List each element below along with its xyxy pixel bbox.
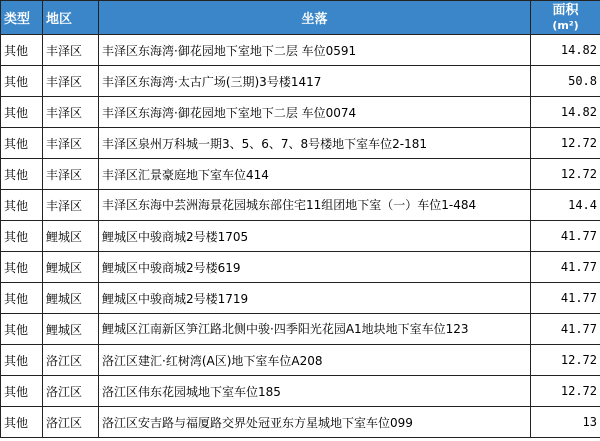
cell-type: 其他 (1, 314, 43, 345)
cell-area: 12.72 (531, 159, 600, 190)
cell-location: 鲤城区中骏商城2号楼619 (99, 252, 531, 283)
cell-district: 丰泽区 (43, 66, 99, 97)
cell-district: 丰泽区 (43, 159, 99, 190)
cell-location: 丰泽区东海中芸洲海景花园城东部住宅11组团地下室（一）车位1-484 (99, 190, 531, 221)
table-row (1, 66, 600, 97)
cell-area: 50.8 (531, 66, 600, 97)
cell-area: 41.77 (531, 221, 600, 252)
table-row (1, 35, 600, 66)
table-row (1, 159, 600, 190)
table-row (1, 314, 600, 345)
header-location: 坐落 (99, 1, 531, 35)
cell-district: 丰泽区 (43, 190, 99, 221)
table-row (1, 190, 600, 221)
cell-location: 鲤城区中骏商城2号楼1705 (99, 221, 531, 252)
cell-area: 12.72 (531, 345, 600, 376)
cell-location: 洛江区伟东花园城地下室车位185 (99, 376, 531, 407)
header-area-label: 面积 (552, 2, 579, 18)
cell-type: 其他 (1, 128, 43, 159)
cell-district: 洛江区 (43, 407, 99, 438)
cell-area: 41.77 (531, 283, 600, 314)
cell-location: 鲤城区中骏商城2号楼1719 (99, 283, 531, 314)
cell-area: 41.77 (531, 314, 600, 345)
cell-type: 其他 (1, 345, 43, 376)
header-area-unit: (m²) (552, 18, 579, 32)
cell-district: 洛江区 (43, 345, 99, 376)
cell-district: 鲤城区 (43, 283, 99, 314)
header-type: 类型 (1, 1, 43, 35)
cell-area: 12.72 (531, 128, 600, 159)
cell-location: 洛江区建汇·红树湾(A区)地下室车位A208 (99, 345, 531, 376)
cell-area: 14.82 (531, 97, 600, 128)
cell-area: 14.82 (531, 35, 600, 66)
header-row (1, 1, 600, 35)
cell-type: 其他 (1, 97, 43, 128)
cell-area: 41.77 (531, 252, 600, 283)
cell-location: 丰泽区泉州万科城一期3、5、6、7、8号楼地下室车位2-181 (99, 128, 531, 159)
table-row (1, 97, 600, 128)
table-row (1, 221, 600, 252)
cell-location: 丰泽区汇景豪庭地下室车位414 (99, 159, 531, 190)
cell-district: 鲤城区 (43, 252, 99, 283)
cell-district: 洛江区 (43, 376, 99, 407)
cell-district: 丰泽区 (43, 128, 99, 159)
cell-type: 其他 (1, 407, 43, 438)
cell-type: 其他 (1, 376, 43, 407)
cell-district: 鲤城区 (43, 314, 99, 345)
table-row (1, 283, 600, 314)
cell-type: 其他 (1, 252, 43, 283)
cell-type: 其他 (1, 190, 43, 221)
cell-location: 洛江区安吉路与福厦路交界处冠亚东方星城地下室车位099 (99, 407, 531, 438)
header-area (531, 1, 600, 35)
table-row (1, 128, 600, 159)
cell-type: 其他 (1, 66, 43, 97)
cell-type: 其他 (1, 159, 43, 190)
cell-location: 丰泽区东海湾·太古广场(三期)3号楼1417 (99, 66, 531, 97)
cell-location: 丰泽区东海湾·御花园地下室地下二层 车位0591 (99, 35, 531, 66)
table-row (1, 252, 600, 283)
cell-type: 其他 (1, 283, 43, 314)
cell-district: 丰泽区 (43, 35, 99, 66)
cell-area: 14.4 (531, 190, 600, 221)
cell-district: 鲤城区 (43, 221, 99, 252)
table-row (1, 345, 600, 376)
cell-district: 丰泽区 (43, 97, 99, 128)
table-row (1, 376, 600, 407)
cell-location: 鲤城区江南新区笋江路北侧中骏·四季阳光花园A1地块地下室车位123 (99, 314, 531, 345)
table-row (1, 407, 600, 438)
cell-area: 12.72 (531, 376, 600, 407)
cell-location: 丰泽区东海湾·御花园地下室地下二层 车位0074 (99, 97, 531, 128)
cell-type: 其他 (1, 221, 43, 252)
cell-type: 其他 (1, 35, 43, 66)
header-district: 地区 (43, 1, 99, 35)
cell-area: 13 (531, 407, 600, 438)
